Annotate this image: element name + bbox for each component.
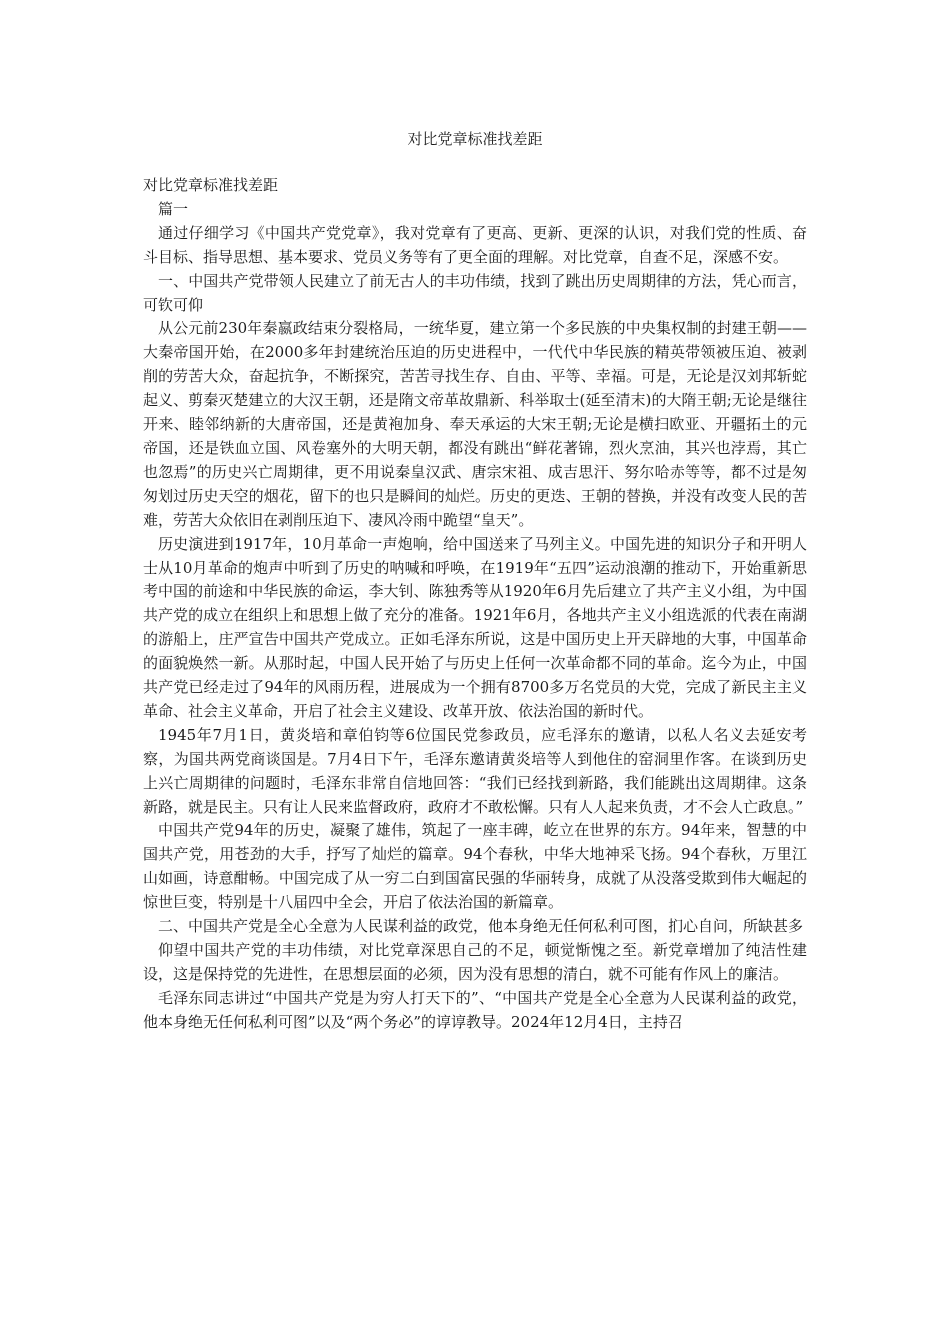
paragraph: 通过仔细学习《中国共产党党章》，我对党章有了更高、更新、更深的认识，对我们党的性质、奋斗目标、指导思想、基本要求、党员义务等有了更全面的理解。对比党章，自查不足，深感不安。 (143, 223, 807, 266)
paragraph: 中国共产党94年的历史，凝聚了雄伟，筑起了一座丰碑，屹立在世界的东方。94年来，智慧的中国共产党，用苍劲的大手，抒写了灿烂的篇章。94个春秋，中华大地神采飞扬。94个春秋，万里江山如画，诗意酣畅。中国完成了从一穷二白到国富民强的华丽转身，成就了从没落受欺到伟大崛起的惊世巨变，特别是十八届四中全会，开启了依法治国的新篇章。 (143, 821, 807, 912)
document-title: 对比党章标准找差距 (407, 130, 543, 148)
document-body (143, 174, 807, 1035)
paragraph: 毛泽东同志讲过“中国共产党是为穷人打天下的”、“中国共产党是全心全意为人民谋利益的政党，他本身绝无任何私利可图”以及“两个务必”的谆谆教导。2024年12月4日，主持召 (143, 988, 807, 1031)
section-label: 篇一 (158, 199, 189, 218)
document-subtitle: 对比党章标准找差距 (143, 176, 279, 194)
paragraph: 1945年7月1日，黄炎培和章伯钧等6位国民党参政员，应毛泽东的邀请，以私人名义去延安考察，为国共两党商谈国是。7月4日下午，毛泽东邀请黄炎培等人到他住的窑洞里作客。在谈到历史上兴亡周期律的问题时，毛泽东非常自信地回答：“我们已经找到新路，我们能跳出这周期律。这条新路，就是民主。只有让人民来监督政府，政府才不敢松懈。只有人人起来负责，才不会人亡政息。” (143, 725, 807, 816)
heading-paragraph: 一、中国共产党带领人民建立了前无古人的丰功伟绩，找到了跳出历史周期律的方法，凭心而言，可钦可仰 (143, 271, 807, 314)
heading-paragraph: 二、中国共产党是全心全意为人民谋利益的政党，他本身绝无任何私利可图，扪心自问，所缺甚多 (158, 917, 804, 936)
paragraph: 仰望中国共产党的丰功伟绩，对比党章深思自己的不足，顿觉惭愧之至。新党章增加了纯洁性建设，这是保持党的先进性，在思想层面的必须，因为没有思想的清白，就不可能有作风上的廉洁。 (143, 941, 807, 983)
paragraph: 历史演进到1917年，10月革命一声炮响，给中国送来了马列主义。中国先进的知识分子和开明人士从10月革命的炮声中听到了历史的呐喊和呼唤，在1919年“五四”运动浪潮的推动下，开始重新思考中国的前途和中华民族的命运，李大钊、陈独秀等从1920年6月先后建立了共产主义小组，为中国共产党的成立在组织上和思想上做了充分的准备。1921年6月，各地共产主义小组选派的代表在南湖的游船上，庄严宣告中国共产党成立。正如毛泽东所说，这是中国历史上开天辟地的大事，中国革命的面貌焕然一新。从那时起，中国人民开始了与历史上任何一次革命都不同的革命。迄今为止，中国共产党已经走过了94年的风雨历程，进展成为一个拥有8700多万名党员的大党，完成了新民主主义革命、社会主义革命，开启了社会主义建设、改革开放、依法治国的新时代。 (143, 534, 807, 720)
paragraph: 从公元前230年秦嬴政结束分裂格局，一统华夏，建立第一个多民族的中央集权制的封建王朝——大秦帝国开始，在2000多年封建统治压迫的历史进程中，一代代中华民族的精英带领被压迫、被剥削的劳苦大众，奋起抗争，不断探究，苦苦寻找生存、自由、平等、幸福。可是，无论是汉刘邦斩蛇起义、剪秦灭楚建立的大汉王朝，还是隋文帝革故鼎新、科举取士(延至清末)的大隋王朝;无论是继往开来、睦邻纳新的大唐帝国，还是黄袍加身、奉天承运的大宋王朝;无论是横扫欧亚、开疆拓土的元帝国，还是铁血立国、风卷塞外的大明天朝，都没有跳出“鲜花著锦，烈火烹油，其兴也浡焉，其亡也忽焉”的历史兴亡周期律，更不用说秦皇汉武、唐宗宋祖、成吉思汗、努尔哈赤等等，都不过是匆匆划过历史天空的烟花，留下的也只是瞬间的灿烂。历史的更迭、王朝的替换，并没有改变人民的苦难，劳苦大众依旧在剥削压迫下、凄风冷雨中跪望“皇天”。 (143, 319, 807, 529)
